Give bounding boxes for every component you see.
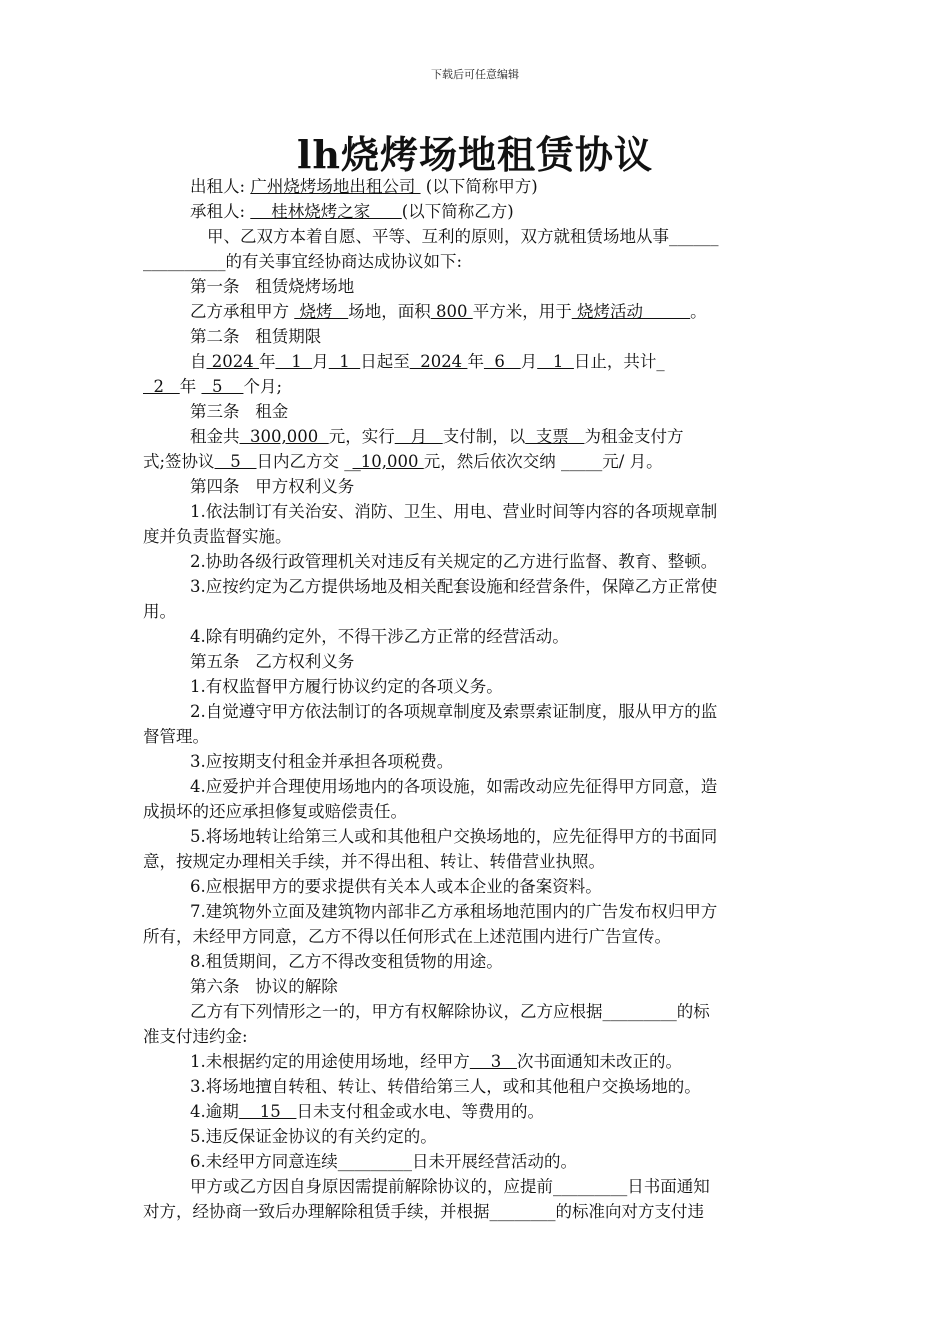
text-run: 3.应按约定为乙方提供场地及相关配套设施和经营条件，保障乙方正常使 bbox=[190, 577, 718, 596]
text-line bbox=[143, 549, 807, 574]
text-run: 。 bbox=[690, 302, 707, 321]
text-run: 1.有权监督甲方履行协议约定的各项义务。 bbox=[190, 677, 503, 696]
text-run: 1.未根据约定的用途使用场地，经甲方 bbox=[190, 1052, 470, 1071]
page-header: 下载后可任意编辑 bbox=[431, 68, 519, 81]
text-run: 年 bbox=[179, 377, 202, 396]
text-line bbox=[143, 1024, 807, 1049]
text-run: 意，按规定办理相关手续，并不得出租、转让、转借营业执照。 bbox=[143, 852, 605, 871]
text-run: 所有，未经甲方同意，乙方不得以任何形式在上述范围内进行广告宣传。 bbox=[143, 927, 671, 946]
filled-blank: 3 bbox=[469, 1052, 517, 1071]
filled-blank: 2 bbox=[143, 377, 180, 396]
filled-blank: 桂林烧烤之家 bbox=[250, 202, 402, 221]
text-run: 乙方承租甲方 bbox=[190, 302, 295, 321]
filled-blank: 5 bbox=[201, 377, 244, 396]
filled-blank: 烧烤活动 bbox=[571, 302, 691, 321]
text-line bbox=[143, 374, 807, 399]
text-run: 承租人: bbox=[190, 202, 251, 221]
text-line bbox=[143, 874, 807, 899]
text-run: 4.逾期 bbox=[190, 1102, 239, 1121]
text-line bbox=[143, 924, 807, 949]
text-line bbox=[143, 524, 807, 549]
text-line bbox=[143, 974, 807, 999]
filled-blank: _10,000 bbox=[352, 452, 424, 471]
text-run: 日起至 bbox=[360, 352, 410, 371]
text-run: 甲、乙双方本着自愿、平等、互利的原则，双方就租赁场地从事______ bbox=[207, 227, 719, 246]
filled-blank: 1 bbox=[275, 352, 313, 371]
text-line bbox=[143, 899, 807, 924]
text-run: 元，然后依次交纳 _____元/ 月。 bbox=[423, 452, 663, 471]
text-line bbox=[143, 824, 807, 849]
text-line bbox=[143, 1099, 807, 1124]
text-line bbox=[143, 174, 807, 199]
text-run: 1.依法制订有关治安、消防、卫生、用电、营业时间等内容的各项规章制 bbox=[190, 502, 718, 521]
filled-blank: 1 bbox=[537, 352, 574, 371]
text-run: 2.协助各级行政管理机关对违反有关规定的乙方进行监督、教育、整顿。 bbox=[190, 552, 718, 571]
text-run: 第三条 租金 bbox=[190, 402, 289, 421]
text-line bbox=[143, 399, 807, 424]
text-line bbox=[143, 274, 807, 299]
text-run: 6.应根据甲方的要求提供有关本人或本企业的备案资料。 bbox=[190, 877, 602, 896]
text-run: 准支付违约金: bbox=[143, 1027, 248, 1046]
text-line bbox=[143, 474, 807, 499]
filled-blank: 15 bbox=[238, 1102, 297, 1121]
text-run: 第六条 协议的解除 bbox=[190, 977, 338, 996]
text-line bbox=[143, 324, 807, 349]
text-line bbox=[143, 749, 807, 774]
filled-blank: 月 bbox=[394, 427, 443, 446]
text-run: _ bbox=[656, 352, 665, 371]
text-line bbox=[143, 774, 807, 799]
text-line bbox=[143, 1174, 807, 1199]
text-line bbox=[143, 199, 807, 224]
text-line bbox=[143, 799, 807, 824]
filled-blank: 支票 bbox=[525, 427, 585, 446]
text-line bbox=[143, 499, 807, 524]
filled-blank: 2024 bbox=[409, 352, 468, 371]
filled-blank: 烧烤 bbox=[294, 302, 349, 321]
text-line bbox=[143, 624, 807, 649]
text-run: 2.自觉遵守甲方依法制订的各项规章制度及索票索证制度，服从甲方的监 bbox=[190, 702, 718, 721]
document-body bbox=[143, 174, 807, 1224]
text-run: 7.建筑物外立面及建筑物内部非乙方承租场地范围内的广告发布权归甲方 bbox=[190, 902, 718, 921]
text-run: 式;签协议 bbox=[143, 452, 215, 471]
filled-blank: 广州烧烤场地出租公司 bbox=[250, 177, 421, 196]
text-run: (以下简称乙方) bbox=[401, 202, 514, 221]
text-run: 5.违反保证金协议的有关约定的。 bbox=[190, 1127, 437, 1146]
text-run: 日未支付租金或水电、等费用的。 bbox=[296, 1102, 544, 1121]
text-run: 平方米，用于 bbox=[472, 302, 572, 321]
text-run: 第二条 租赁期限 bbox=[190, 327, 322, 346]
text-run: 日止，共计 bbox=[573, 352, 657, 371]
text-line bbox=[143, 1049, 807, 1074]
text-line bbox=[143, 299, 807, 324]
text-run: 8.租赁期间，乙方不得改变租赁物的用途。 bbox=[190, 952, 503, 971]
text-run: 4.除有明确约定外，不得干涉乙方正常的经营活动。 bbox=[190, 627, 569, 646]
text-line bbox=[143, 849, 807, 874]
text-line bbox=[143, 949, 807, 974]
text-line bbox=[143, 674, 807, 699]
text-run: 日内乙方交 _ bbox=[256, 452, 353, 471]
text-run: 自 bbox=[190, 352, 207, 371]
filled-blank: 800 bbox=[430, 302, 473, 321]
text-run: 第一条 租赁烧烤场地 bbox=[190, 277, 355, 296]
text-line bbox=[143, 574, 807, 599]
text-run: 督管理。 bbox=[143, 727, 209, 746]
filled-blank: 1 bbox=[328, 352, 361, 371]
text-run: 月 bbox=[520, 352, 538, 371]
text-line bbox=[143, 249, 807, 274]
document-title: lh烧烤场地租赁协议 bbox=[296, 132, 654, 177]
text-line bbox=[143, 999, 807, 1024]
text-run: 3.将场地擅自转租、转让、转借给第三人，或和其他租户交换场地的。 bbox=[190, 1077, 701, 1096]
text-line bbox=[143, 349, 807, 374]
text-line bbox=[143, 724, 807, 749]
text-run: 3.应按期支付租金并承担各项税费。 bbox=[190, 752, 454, 771]
text-run: 对方，经协商一致后办理解除租赁手续，并根据________的标准向对方支付违 bbox=[143, 1202, 704, 1221]
filled-blank: 5 bbox=[214, 452, 257, 471]
text-run: 度并负责监督实施。 bbox=[143, 527, 292, 546]
text-line bbox=[143, 599, 807, 624]
text-run: __________的有关事宜经协商达成协议如下: bbox=[143, 252, 463, 271]
text-line bbox=[143, 1074, 807, 1099]
text-run: 第四条 甲方权利义务 bbox=[190, 477, 355, 496]
text-run: 次书面通知未改正的。 bbox=[516, 1052, 682, 1071]
filled-blank: 6 bbox=[483, 352, 521, 371]
text-run: 乙方有下列情形之一的，甲方有权解除协议，乙方应根据_________的标 bbox=[190, 1002, 710, 1021]
text-run: 元，实行 bbox=[328, 427, 395, 446]
text-run: 出租人: bbox=[190, 177, 251, 196]
text-line bbox=[143, 424, 807, 449]
text-line bbox=[143, 449, 807, 474]
filled-blank: 2024 bbox=[206, 352, 259, 371]
text-run: 5.将场地转让给第三人或和其他租户交换场地的，应先征得甲方的书面同 bbox=[190, 827, 718, 846]
text-run: 第五条 乙方权利义务 bbox=[190, 652, 355, 671]
text-run: 成损坏的还应承担修复或赔偿责任。 bbox=[143, 802, 407, 821]
text-run: 月 bbox=[312, 352, 329, 371]
text-line bbox=[143, 1149, 807, 1174]
text-run: 4.应爱护并合理使用场地内的各项设施，如需改动应先征得甲方同意，造 bbox=[190, 777, 718, 796]
text-line bbox=[143, 1124, 807, 1149]
text-run: 年 bbox=[467, 352, 484, 371]
text-run: 年 bbox=[258, 352, 276, 371]
text-run: 甲方或乙方因自身原因需提前解除协议的，应提前_________日书面通知 bbox=[190, 1177, 710, 1196]
text-line bbox=[143, 224, 807, 249]
text-run: 用。 bbox=[143, 602, 176, 621]
text-run: 为租金支付方 bbox=[584, 427, 684, 446]
text-run: 租金共 bbox=[190, 427, 240, 446]
text-run: 个月; bbox=[243, 377, 283, 396]
text-line bbox=[143, 699, 807, 724]
text-run: (以下简称甲方) bbox=[420, 177, 538, 196]
text-run: 6.未经甲方同意连续_________日未开展经营活动的。 bbox=[190, 1152, 577, 1171]
text-line bbox=[143, 649, 807, 674]
text-line bbox=[143, 1199, 807, 1224]
filled-blank: 300,000 bbox=[239, 427, 329, 446]
text-run: 场地，面积 bbox=[348, 302, 431, 321]
text-run: 支付制，以 bbox=[442, 427, 526, 446]
